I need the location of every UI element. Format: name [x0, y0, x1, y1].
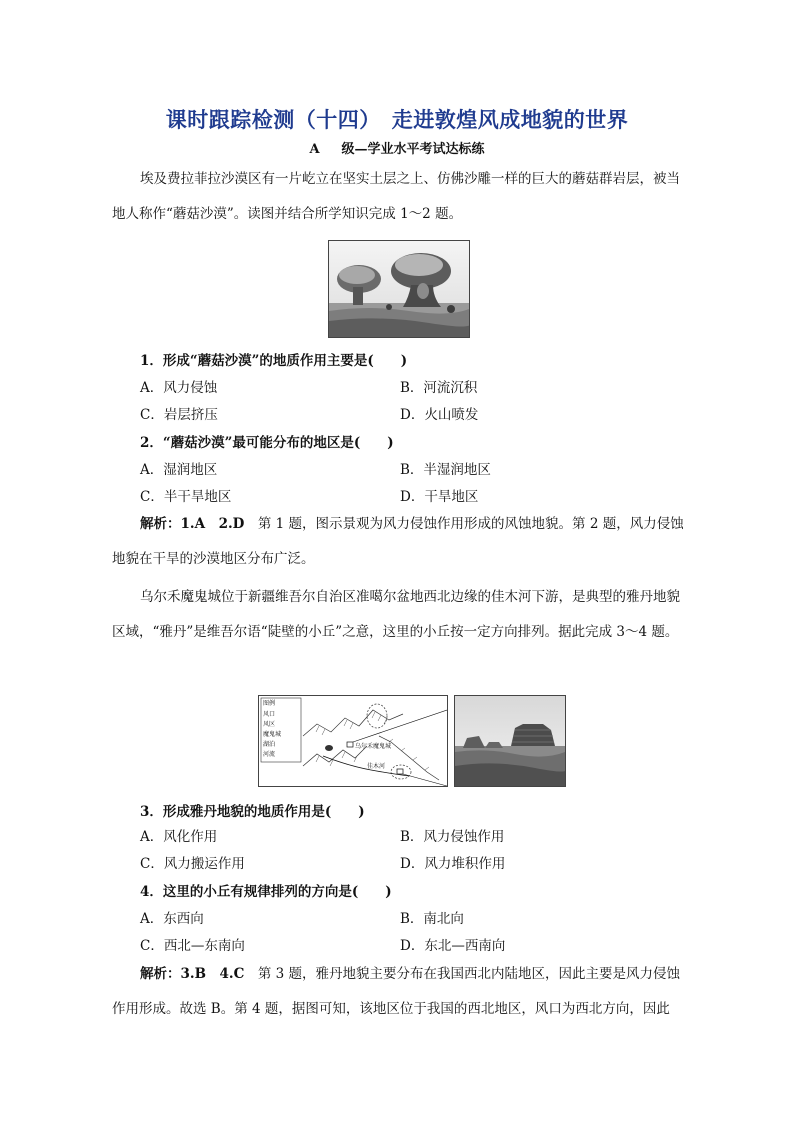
question-4-option-b: B．南北向	[400, 911, 464, 927]
map-label-devil-city: 乌尔禾魔鬼城	[355, 743, 392, 750]
legend-item-wind-zone: 风区	[263, 721, 276, 728]
map-legend-title: 图例	[263, 700, 276, 707]
question-1-option-d: D．火山喷发	[400, 407, 479, 423]
question-3-option-c: C．风力搬运作用	[140, 856, 245, 872]
answer-paragraph-1	[112, 507, 686, 577]
section-letter: A	[309, 142, 320, 157]
yardang-photo	[454, 695, 566, 787]
question-2-option-a: A．湿润地区	[140, 462, 218, 478]
question-3-option-d: D．风力堆积作用	[400, 856, 506, 872]
answer-1-text: 第 1 题，图示景观为风力侵蚀作用形成的风蚀地貌。第 2 题，风力侵蚀地貌在干旱的沙漠地区分布广泛。	[112, 516, 684, 567]
page-title: 课时跟踪检测（十四） 走进敦煌风成地貌的世界	[165, 108, 629, 132]
question-1-option-c: C．岩层挤压	[140, 407, 218, 423]
answer-1-label: 解析：1.A 2.D	[140, 516, 245, 532]
mushroom-rock-photo	[328, 240, 470, 338]
question-2-option-d: D．干旱地区	[400, 489, 479, 505]
question-4-option-a: A．东西向	[140, 911, 204, 927]
question-2-option-b: B．半湿润地区	[400, 462, 491, 478]
yardang-map	[258, 695, 448, 787]
answer-2-text: 第 3 题，雅丹地貌主要分布在我国西北内陆地区，因此主要是风力侵蚀作用形成。故选 B。第 4 题，据图可知，该地区位于我国的西北地区，风口为西北方向，因此	[112, 966, 681, 1017]
legend-item-river: 河流	[263, 751, 276, 758]
section-subtitle	[0, 138, 794, 157]
map-label-river: 佳木河	[367, 763, 386, 770]
intro-paragraph-1: 埃及费拉菲拉沙漠区有一片屹立在坚实土层之上、仿佛沙雕一样的巨大的蘑菇群岩层，被当地人称作“蘑菇沙漠”。读图并结合所学知识完成 1～2 题。	[112, 171, 680, 222]
question-2-option-c: C．半干旱地区	[140, 489, 232, 505]
legend-item-devil-city: 魔鬼城	[263, 731, 282, 738]
question-4-option-c: C．西北—东南向	[140, 938, 245, 954]
intro-paragraph-2: 乌尔禾魔鬼城位于新疆维吾尔自治区准噶尔盆地西北边缘的佳木河下游，是典型的雅丹地貌区域，“雅丹”是维吾尔语“陡壁的小丘”之意，这里的小丘按一定方向排列。据此完成 3～4 题。	[112, 589, 680, 640]
question-1-option-a: A．风力侵蚀	[140, 380, 218, 396]
legend-item-lake: 湖泊	[263, 741, 276, 748]
question-3-stem: 3．形成雅丹地貌的地质作用是( )	[140, 804, 365, 820]
question-1-stem: 1．形成“蘑菇沙漠”的地质作用主要是( )	[140, 353, 408, 369]
question-2-stem: 2．“蘑菇沙漠”最可能分布的地区是( )	[140, 435, 394, 451]
answer-2-label: 解析：3.B 4.C	[140, 966, 245, 982]
answer-paragraph-2	[112, 957, 686, 1027]
question-4-option-d: D．东北—西南向	[400, 938, 506, 954]
section-subtitle-text: 级—学业水平考试达标练	[341, 142, 485, 157]
question-3-option-b: B．风力侵蚀作用	[400, 829, 505, 845]
question-1-option-b: B．河流沉积	[400, 380, 478, 396]
question-4-stem: 4．这里的小丘有规律排列的方向是( )	[140, 884, 392, 900]
question-3-option-a: A．风化作用	[140, 829, 218, 845]
legend-item-wind-gap: 风口	[263, 711, 276, 718]
